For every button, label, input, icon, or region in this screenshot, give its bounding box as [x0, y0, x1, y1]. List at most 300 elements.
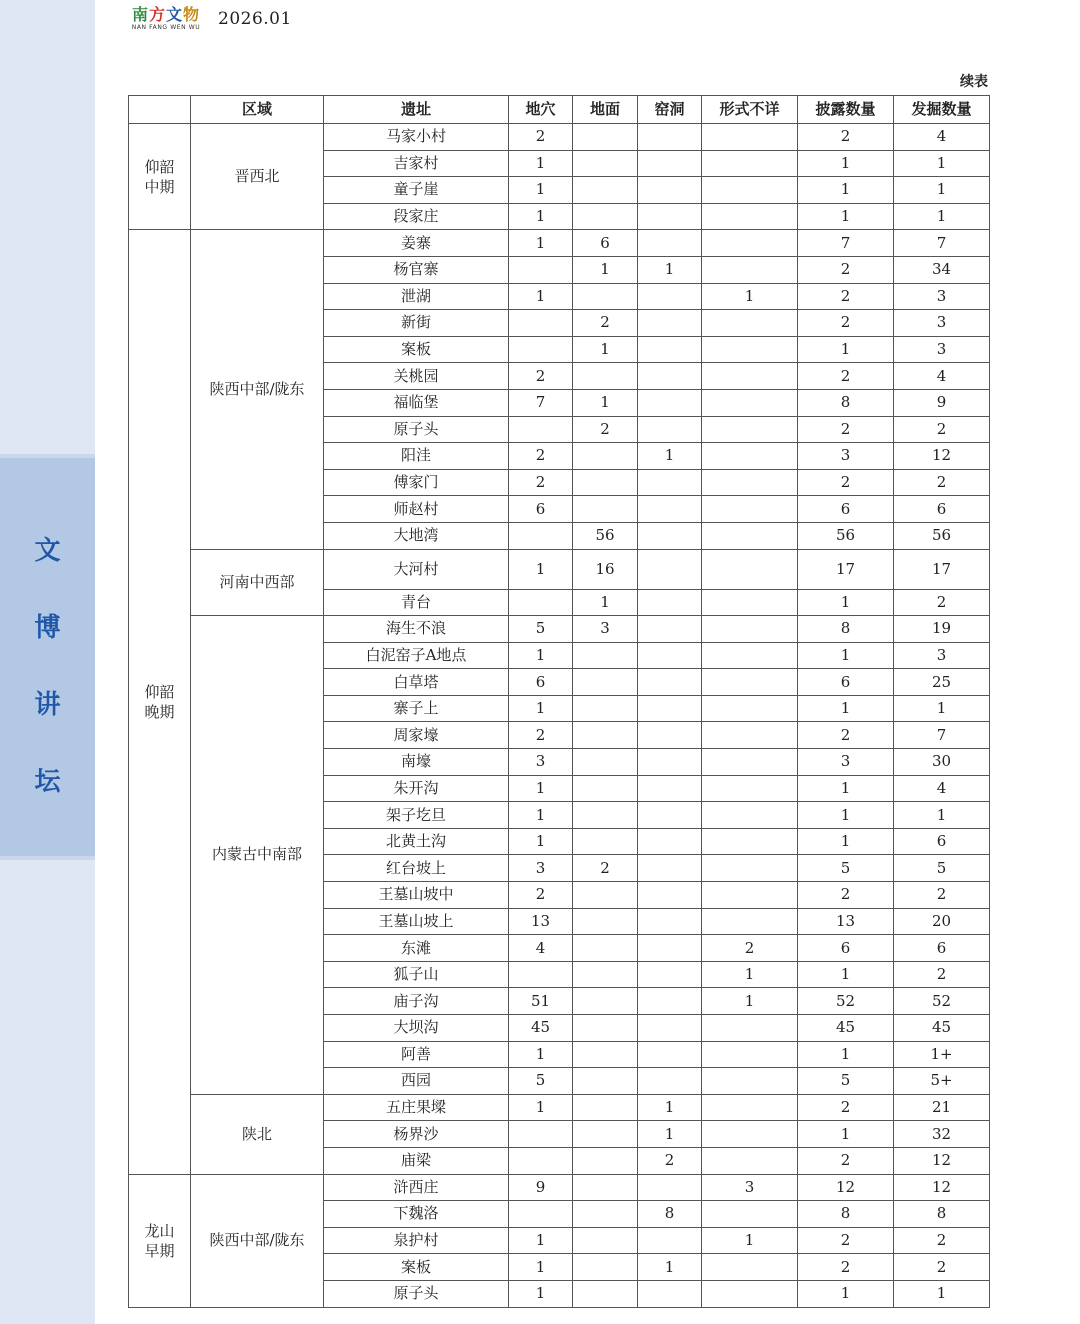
- count-cell: 1: [509, 283, 573, 310]
- count-cell: 1: [894, 150, 990, 177]
- count-cell: 1: [798, 177, 894, 204]
- site-name-cell: 寨子上: [324, 695, 509, 722]
- count-cell: [638, 961, 702, 988]
- sidebar-char-2: 博: [34, 613, 61, 643]
- count-cell: [573, 150, 638, 177]
- count-cell: 1: [509, 1227, 573, 1254]
- count-cell: 2: [894, 469, 990, 496]
- count-cell: 6: [573, 230, 638, 257]
- count-cell: [573, 669, 638, 696]
- count-cell: [638, 1041, 702, 1068]
- site-name-cell: 杨界沙: [324, 1121, 509, 1148]
- count-cell: [638, 230, 702, 257]
- region-cell: 晋西北: [191, 124, 324, 230]
- count-cell: 56: [798, 522, 894, 549]
- count-cell: [573, 935, 638, 962]
- count-cell: [573, 722, 638, 749]
- site-name-cell: 大地湾: [324, 522, 509, 549]
- count-cell: 51: [509, 988, 573, 1015]
- count-cell: [702, 1015, 798, 1042]
- count-cell: 2: [894, 589, 990, 616]
- count-cell: [702, 177, 798, 204]
- count-cell: [702, 1094, 798, 1121]
- site-name-cell: 青台: [324, 589, 509, 616]
- count-cell: 25: [894, 669, 990, 696]
- count-cell: 12: [894, 443, 990, 470]
- site-name-cell: 杨官寨: [324, 256, 509, 283]
- count-cell: 1: [798, 336, 894, 363]
- site-name-cell: 南壕: [324, 749, 509, 776]
- count-cell: [638, 1280, 702, 1307]
- sidebar-char-1: 文: [34, 536, 61, 566]
- sidebar: [0, 0, 95, 1324]
- count-cell: [573, 775, 638, 802]
- count-cell: 2: [798, 416, 894, 443]
- count-cell: [638, 203, 702, 230]
- site-name-cell: 关桃园: [324, 363, 509, 390]
- count-cell: [638, 935, 702, 962]
- count-cell: [573, 1041, 638, 1068]
- count-cell: [638, 1174, 702, 1201]
- count-cell: 1: [638, 1121, 702, 1148]
- count-cell: 1: [509, 549, 573, 589]
- site-name-cell: 段家庄: [324, 203, 509, 230]
- table-row: [129, 616, 990, 643]
- period-cell: 仰韶 晚期: [129, 230, 191, 1174]
- count-cell: [638, 1068, 702, 1095]
- count-cell: [638, 177, 702, 204]
- count-cell: [638, 775, 702, 802]
- table-row: [129, 230, 990, 257]
- count-cell: 1: [638, 443, 702, 470]
- count-cell: 7: [894, 230, 990, 257]
- count-cell: [573, 642, 638, 669]
- count-cell: 2: [798, 469, 894, 496]
- count-cell: [702, 1280, 798, 1307]
- count-cell: 8: [798, 616, 894, 643]
- site-name-cell: 傅家门: [324, 469, 509, 496]
- count-cell: [638, 150, 702, 177]
- count-cell: 52: [894, 988, 990, 1015]
- count-cell: 17: [894, 549, 990, 589]
- count-cell: 2: [798, 1094, 894, 1121]
- period-cell: 仰韶 中期: [129, 124, 191, 230]
- count-cell: 1: [702, 1227, 798, 1254]
- count-cell: 2: [509, 363, 573, 390]
- count-cell: 5: [894, 855, 990, 882]
- count-cell: [702, 1254, 798, 1281]
- page-header: [128, 2, 292, 32]
- count-cell: 1: [638, 1094, 702, 1121]
- count-cell: 7: [894, 722, 990, 749]
- count-cell: 17: [798, 549, 894, 589]
- count-cell: [573, 961, 638, 988]
- col-header: 窑洞: [638, 96, 702, 124]
- count-cell: 8: [894, 1201, 990, 1228]
- count-cell: 2: [798, 1227, 894, 1254]
- col-header: 披露数量: [798, 96, 894, 124]
- count-cell: [638, 855, 702, 882]
- site-name-cell: 阿善: [324, 1041, 509, 1068]
- site-name-cell: 案板: [324, 1254, 509, 1281]
- count-cell: 12: [894, 1147, 990, 1174]
- count-cell: 2: [798, 310, 894, 337]
- site-name-cell: 大坝沟: [324, 1015, 509, 1042]
- count-cell: 1: [798, 203, 894, 230]
- site-name-cell: 原子头: [324, 1280, 509, 1307]
- count-cell: [573, 695, 638, 722]
- count-cell: [702, 124, 798, 151]
- count-cell: 19: [894, 616, 990, 643]
- count-cell: [638, 828, 702, 855]
- count-cell: [509, 256, 573, 283]
- count-cell: [702, 389, 798, 416]
- count-cell: [573, 283, 638, 310]
- count-cell: [573, 882, 638, 909]
- count-cell: 2: [573, 416, 638, 443]
- count-cell: [702, 1068, 798, 1095]
- count-cell: [638, 363, 702, 390]
- count-cell: [573, 469, 638, 496]
- count-cell: [638, 908, 702, 935]
- count-cell: 45: [894, 1015, 990, 1042]
- count-cell: [702, 749, 798, 776]
- count-cell: [702, 522, 798, 549]
- count-cell: [638, 616, 702, 643]
- count-cell: 1: [509, 203, 573, 230]
- count-cell: [702, 802, 798, 829]
- count-cell: 6: [894, 828, 990, 855]
- count-cell: [702, 589, 798, 616]
- count-cell: [573, 177, 638, 204]
- count-cell: [573, 1254, 638, 1281]
- site-name-cell: 原子头: [324, 416, 509, 443]
- count-cell: 1: [798, 695, 894, 722]
- site-name-cell: 五庄果墚: [324, 1094, 509, 1121]
- site-name-cell: 周家壕: [324, 722, 509, 749]
- count-cell: 2: [509, 722, 573, 749]
- count-cell: 45: [509, 1015, 573, 1042]
- count-cell: [638, 1015, 702, 1042]
- count-cell: [638, 283, 702, 310]
- count-cell: 2: [509, 882, 573, 909]
- count-cell: 1: [509, 802, 573, 829]
- count-cell: 3: [702, 1174, 798, 1201]
- logo-english: NAN FANG WEN WU: [131, 24, 201, 31]
- count-cell: 1: [573, 256, 638, 283]
- count-cell: [573, 1227, 638, 1254]
- count-cell: 9: [509, 1174, 573, 1201]
- site-name-cell: 下魏洛: [324, 1201, 509, 1228]
- count-cell: [638, 522, 702, 549]
- site-name-cell: 北黄土沟: [324, 828, 509, 855]
- count-cell: [638, 642, 702, 669]
- count-cell: 1: [798, 642, 894, 669]
- site-name-cell: 案板: [324, 336, 509, 363]
- count-cell: [702, 1041, 798, 1068]
- table-row: [129, 1094, 990, 1121]
- count-cell: 1: [509, 230, 573, 257]
- sidebar-char-3: 讲: [34, 690, 61, 720]
- site-name-cell: 王墓山坡中: [324, 882, 509, 909]
- site-name-cell: 狐子山: [324, 961, 509, 988]
- site-name-cell: 浒西庄: [324, 1174, 509, 1201]
- count-cell: [638, 124, 702, 151]
- count-cell: 1: [509, 1041, 573, 1068]
- count-cell: 3: [894, 310, 990, 337]
- count-cell: [573, 124, 638, 151]
- site-name-cell: 架子圪旦: [324, 802, 509, 829]
- count-cell: 13: [798, 908, 894, 935]
- count-cell: 1+: [894, 1041, 990, 1068]
- count-cell: [702, 496, 798, 523]
- count-cell: [573, 828, 638, 855]
- table-header-row: [129, 96, 990, 124]
- count-cell: [702, 203, 798, 230]
- count-cell: 6: [894, 935, 990, 962]
- count-cell: 21: [894, 1094, 990, 1121]
- dwelling-statistics-table: [128, 95, 990, 1308]
- site-name-cell: 新街: [324, 310, 509, 337]
- count-cell: 1: [573, 389, 638, 416]
- count-cell: [702, 549, 798, 589]
- count-cell: 7: [798, 230, 894, 257]
- count-cell: [702, 416, 798, 443]
- count-cell: [702, 855, 798, 882]
- count-cell: [573, 1147, 638, 1174]
- region-cell: 陕西中部/陇东: [191, 230, 324, 549]
- count-cell: 52: [798, 988, 894, 1015]
- count-cell: 12: [894, 1174, 990, 1201]
- site-name-cell: 阳洼: [324, 443, 509, 470]
- count-cell: [702, 256, 798, 283]
- count-cell: [702, 336, 798, 363]
- count-cell: 20: [894, 908, 990, 935]
- count-cell: [573, 1068, 638, 1095]
- count-cell: 1: [573, 336, 638, 363]
- col-header: 形式不详: [702, 96, 798, 124]
- site-name-cell: 福临堡: [324, 389, 509, 416]
- count-cell: [702, 828, 798, 855]
- count-cell: [702, 443, 798, 470]
- count-cell: 3: [509, 855, 573, 882]
- count-cell: [573, 1015, 638, 1042]
- count-cell: 9: [894, 389, 990, 416]
- count-cell: 2: [509, 469, 573, 496]
- issue-number: 2026.01: [218, 9, 292, 29]
- count-cell: 2: [894, 1227, 990, 1254]
- count-cell: 2: [798, 1254, 894, 1281]
- table-row: [129, 549, 990, 589]
- count-cell: 3: [894, 283, 990, 310]
- count-cell: [509, 1147, 573, 1174]
- table-continued-label: 续表: [960, 74, 988, 90]
- count-cell: [573, 1280, 638, 1307]
- period-cell: 龙山 早期: [129, 1174, 191, 1307]
- site-name-cell: 王墓山坡上: [324, 908, 509, 935]
- count-cell: [573, 443, 638, 470]
- count-cell: [702, 1201, 798, 1228]
- count-cell: [573, 363, 638, 390]
- count-cell: 6: [798, 496, 894, 523]
- count-cell: 5+: [894, 1068, 990, 1095]
- count-cell: 1: [894, 695, 990, 722]
- count-cell: 2: [798, 283, 894, 310]
- count-cell: 1: [509, 828, 573, 855]
- count-cell: 2: [798, 1147, 894, 1174]
- count-cell: [638, 310, 702, 337]
- count-cell: [702, 722, 798, 749]
- count-cell: [702, 616, 798, 643]
- count-cell: 8: [798, 389, 894, 416]
- count-cell: [638, 1227, 702, 1254]
- count-cell: [573, 1174, 638, 1201]
- count-cell: [509, 310, 573, 337]
- count-cell: [509, 1121, 573, 1148]
- region-cell: 内蒙古中南部: [191, 616, 324, 1095]
- site-name-cell: 庙子沟: [324, 988, 509, 1015]
- site-name-cell: 马家小村: [324, 124, 509, 151]
- count-cell: 2: [894, 961, 990, 988]
- count-cell: 1: [798, 1041, 894, 1068]
- count-cell: 6: [798, 935, 894, 962]
- count-cell: 2: [894, 1254, 990, 1281]
- site-name-cell: 朱开沟: [324, 775, 509, 802]
- count-cell: [509, 589, 573, 616]
- count-cell: 6: [798, 669, 894, 696]
- count-cell: 6: [509, 669, 573, 696]
- site-name-cell: 红台坡上: [324, 855, 509, 882]
- site-name-cell: 西园: [324, 1068, 509, 1095]
- count-cell: [573, 749, 638, 776]
- count-cell: 1: [509, 642, 573, 669]
- count-cell: [573, 1201, 638, 1228]
- count-cell: 2: [702, 935, 798, 962]
- count-cell: 1: [509, 1254, 573, 1281]
- count-cell: [638, 469, 702, 496]
- count-cell: 2: [573, 855, 638, 882]
- count-cell: 2: [894, 416, 990, 443]
- col-header: 区域: [191, 96, 324, 124]
- count-cell: [638, 695, 702, 722]
- site-name-cell: 庙梁: [324, 1147, 509, 1174]
- count-cell: 5: [509, 616, 573, 643]
- logo-chinese: 南方文物: [131, 5, 201, 24]
- count-cell: 1: [798, 589, 894, 616]
- count-cell: 1: [509, 150, 573, 177]
- count-cell: 7: [509, 389, 573, 416]
- count-cell: 56: [573, 522, 638, 549]
- count-cell: 5: [509, 1068, 573, 1095]
- count-cell: 4: [894, 124, 990, 151]
- count-cell: [509, 961, 573, 988]
- count-cell: 1: [509, 695, 573, 722]
- site-name-cell: 白泥窑子A地点: [324, 642, 509, 669]
- count-cell: 5: [798, 855, 894, 882]
- count-cell: [573, 988, 638, 1015]
- count-cell: [702, 642, 798, 669]
- count-cell: 1: [798, 150, 894, 177]
- count-cell: 2: [798, 124, 894, 151]
- site-name-cell: 大河村: [324, 549, 509, 589]
- count-cell: [702, 669, 798, 696]
- col-header: 地面: [573, 96, 638, 124]
- count-cell: 45: [798, 1015, 894, 1042]
- count-cell: [638, 496, 702, 523]
- count-cell: 32: [894, 1121, 990, 1148]
- count-cell: 1: [638, 1254, 702, 1281]
- count-cell: [573, 802, 638, 829]
- count-cell: [573, 908, 638, 935]
- site-name-cell: 师赵村: [324, 496, 509, 523]
- count-cell: 6: [894, 496, 990, 523]
- count-cell: 2: [798, 722, 894, 749]
- count-cell: [702, 695, 798, 722]
- count-cell: 1: [702, 283, 798, 310]
- count-cell: [702, 230, 798, 257]
- table-row: [129, 1174, 990, 1201]
- count-cell: 1: [894, 1280, 990, 1307]
- site-name-cell: 东滩: [324, 935, 509, 962]
- count-cell: [638, 749, 702, 776]
- count-cell: 8: [798, 1201, 894, 1228]
- count-cell: 1: [798, 775, 894, 802]
- count-cell: 1: [638, 256, 702, 283]
- count-cell: 2: [894, 882, 990, 909]
- count-cell: 2: [798, 882, 894, 909]
- count-cell: [702, 363, 798, 390]
- count-cell: 3: [798, 749, 894, 776]
- site-name-cell: 泉护村: [324, 1227, 509, 1254]
- col-header: 遗址: [324, 96, 509, 124]
- count-cell: 1: [894, 177, 990, 204]
- count-cell: [573, 1121, 638, 1148]
- col-header: 发掘数量: [894, 96, 990, 124]
- count-cell: [573, 203, 638, 230]
- count-cell: [638, 988, 702, 1015]
- count-cell: 1: [573, 589, 638, 616]
- count-cell: 3: [509, 749, 573, 776]
- count-cell: [702, 1147, 798, 1174]
- count-cell: [638, 882, 702, 909]
- count-cell: 2: [509, 443, 573, 470]
- count-cell: 4: [894, 775, 990, 802]
- count-cell: 34: [894, 256, 990, 283]
- count-cell: 2: [573, 310, 638, 337]
- count-cell: 1: [509, 177, 573, 204]
- count-cell: 1: [894, 203, 990, 230]
- count-cell: 4: [509, 935, 573, 962]
- count-cell: 6: [509, 496, 573, 523]
- count-cell: 2: [798, 363, 894, 390]
- count-cell: [702, 775, 798, 802]
- count-cell: 2: [638, 1147, 702, 1174]
- count-cell: 1: [798, 802, 894, 829]
- count-cell: [702, 1121, 798, 1148]
- count-cell: [573, 496, 638, 523]
- count-cell: [638, 589, 702, 616]
- count-cell: 1: [798, 961, 894, 988]
- region-cell: 陕西中部/陇东: [191, 1174, 324, 1307]
- count-cell: 1: [702, 988, 798, 1015]
- count-cell: [702, 908, 798, 935]
- sidebar-char-4: 坛: [34, 767, 61, 797]
- count-cell: 4: [894, 363, 990, 390]
- count-cell: [702, 882, 798, 909]
- count-cell: 30: [894, 749, 990, 776]
- count-cell: [509, 336, 573, 363]
- site-name-cell: 海生不浪: [324, 616, 509, 643]
